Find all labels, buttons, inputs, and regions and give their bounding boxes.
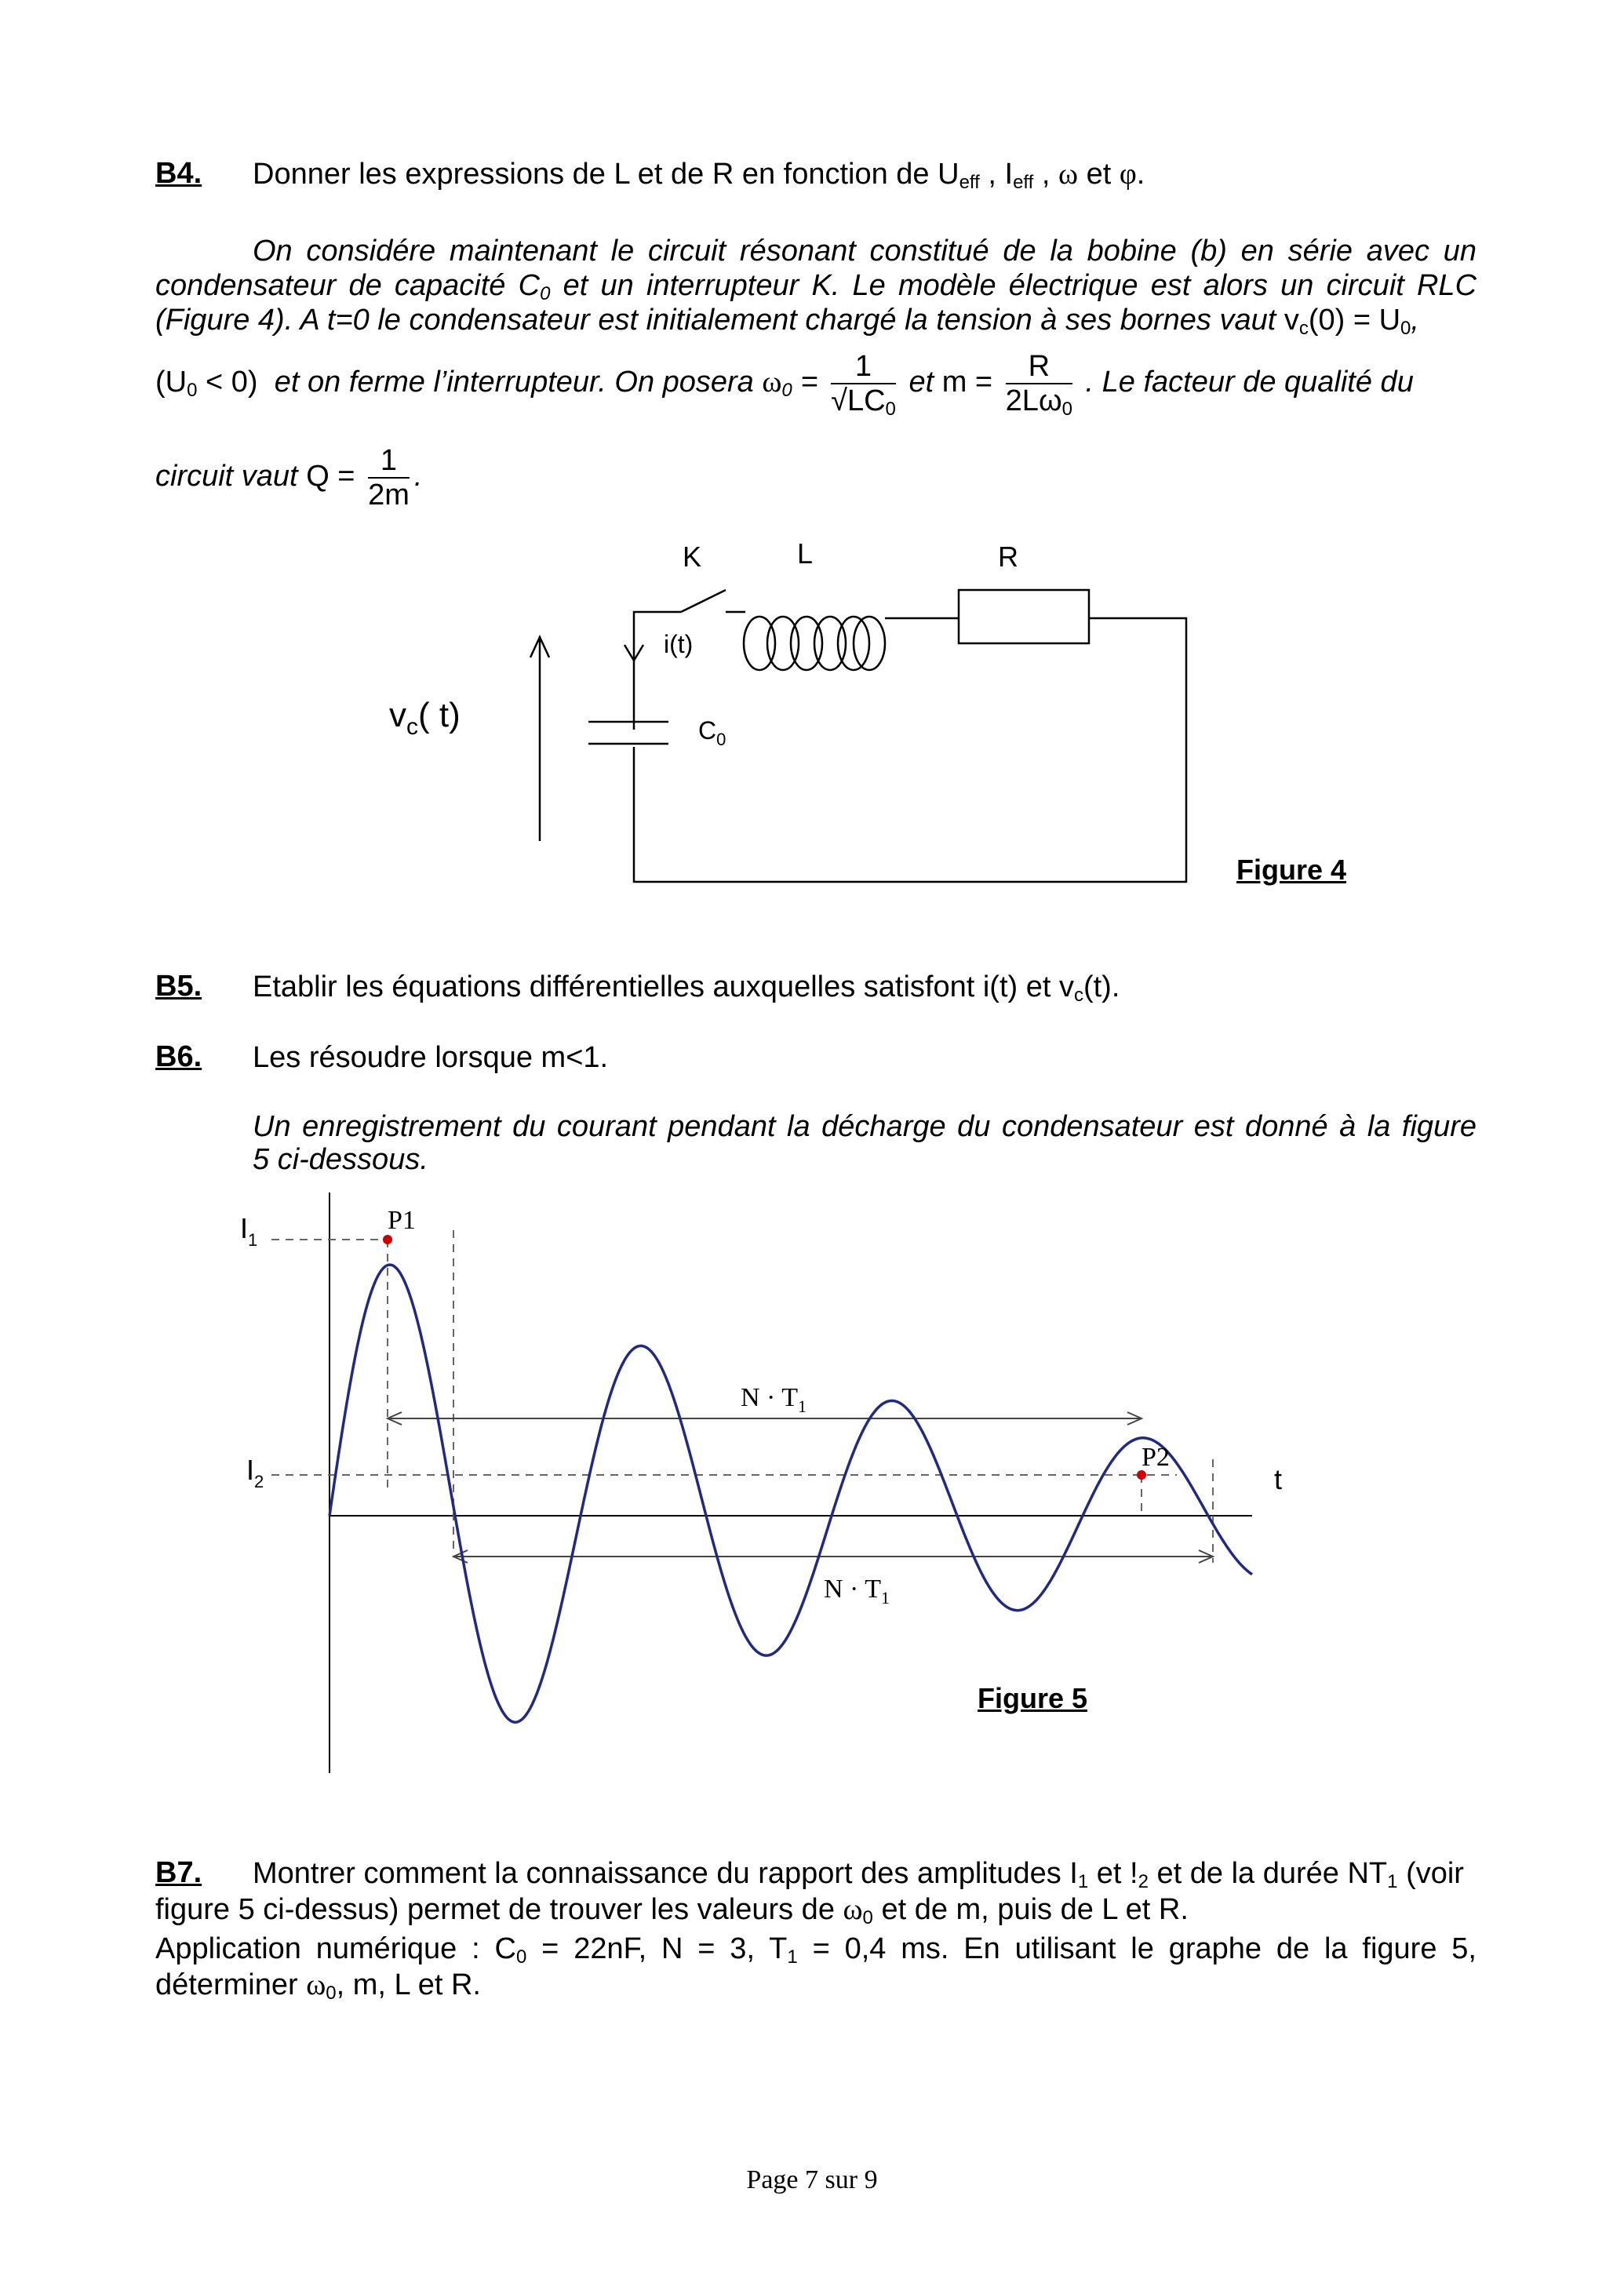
b4-text: Donner les expressions de L et de R en fonction de $U_{eff}$ , $I_{eff}$ , ω et φ.	[253, 158, 1145, 193]
b5-text: Etablir les équations différentielles auxquelles satisfont i(t) et $v_c(t)$.	[253, 970, 1120, 1006]
m-fraction: $\frac{R}{2L\omega_0}$	[1005, 350, 1072, 420]
i1-label: $I_1$	[240, 1212, 258, 1250]
b6-text: Les résoudre lorsque m<1.	[253, 1041, 609, 1074]
current-label: i(t)	[664, 630, 694, 658]
t-label: t	[1274, 1463, 1283, 1495]
intro-line-5: circuit vaut Q = $\frac{1}{2m}$ .	[155, 444, 423, 512]
intro-line-4: $(U_0 < 0)$ et on ferme l’interrupteur. On posera $\omega_0$ = $\frac{1}{√LC_0}$ et m = $\frac{R}{2L\omega_0}$ . Le facteur de qualité du	[155, 350, 1414, 420]
nt1-label-bottom: $N \cdot T_1$	[824, 1575, 890, 1608]
p1-point	[383, 1235, 392, 1244]
recording-line-1: Un enregistrement du courant pendant la décharge du condensateur est donné à la figure	[253, 1110, 1477, 1143]
page-footer: Page 7 sur 9	[746, 2165, 878, 2194]
q-fraction: $\frac{1}{2m}$	[368, 444, 410, 512]
intro-line-1: On considére maintenant le circuit résonant constitué de la bobine (b) en série avec un	[253, 235, 1477, 268]
intro-line-2: condensateur de capacité $C_0$ et un interrupteur K. Le modèle électrique est alors un circuit RLC	[155, 269, 1477, 304]
inductor-label: L	[797, 537, 814, 570]
omega0-fraction: $\frac{1}{√LC_0}$	[831, 350, 896, 420]
b6-label: B6.	[155, 1040, 202, 1073]
switch-label: K	[683, 541, 702, 573]
figure-5-caption: Figure 5	[978, 1682, 1088, 1714]
i2-label: $I_2$	[246, 1454, 264, 1491]
current-waveform	[330, 1265, 1252, 1722]
voltage-label: $v_c$( t)	[389, 696, 461, 740]
p2-label: P2	[1142, 1443, 1170, 1472]
resistor-label: R	[998, 541, 1018, 573]
b7-line-1: Montrer comment la connaissance du rapport des amplitudes $I_1$ et $!_2$ et de la durée $NT_1$ (voir	[253, 1857, 1464, 1892]
p1-label: P1	[388, 1206, 416, 1235]
capacitor-label: $C_0$	[698, 716, 726, 749]
nt1-label-top: $N \cdot T_1$	[741, 1383, 807, 1416]
b7-line-4: déterminer $\omega_0$, m, L et R.	[155, 1968, 481, 2004]
recording-line-2: 5 ci-dessous.	[253, 1143, 428, 1176]
intro-line-3: (Figure 4). A t=0 le condensateur est initialement chargé la tension à ses bornes vaut $v_c(0) = U_0$,	[155, 304, 1419, 339]
b4-label: B4.	[155, 157, 202, 190]
figure-4-caption: Figure 4	[1236, 854, 1347, 886]
b7-line-3: Application numérique : $C_0 = 22nF$, N = 3, $T_1 = 0,4$ ms. En utilisant le graphe de la figure 5,	[155, 1932, 1477, 1968]
b7-line-2: figure 5 ci-dessus) permet de trouver les valeurs de $\omega_0$ et de m, puis de L et R.	[155, 1893, 1189, 1928]
b7-label: B7.	[155, 1856, 202, 1889]
b5-label: B5.	[155, 970, 202, 1003]
